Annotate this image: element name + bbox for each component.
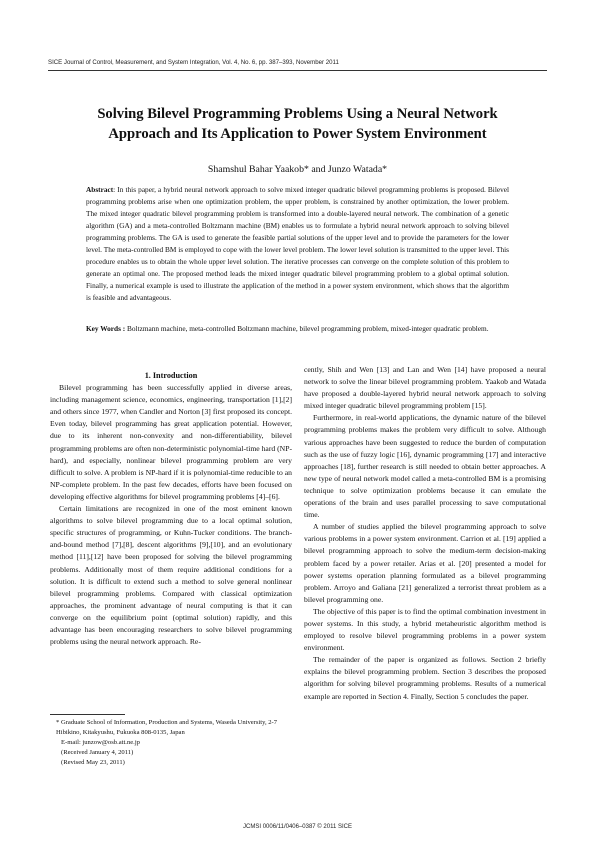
keywords-text: Boltzmann machine, meta-controlled Boltzmann machine, bilevel programming problem, mixed-integer quadratic problem. xyxy=(125,324,489,333)
body-paragraph: Bilevel programming has been successfully applied in diverse areas, including management science, economics, engineering, transportation [1],[2] and others since 1977, when Candler and Norton [3] first proposed its concept. Even today, bilevel programming has great application potential. However, due to its inherent non-convexity and non-differentiability, bilevel programming problems are often non-deterministic polynomial-time hard (NP-hard), and especially, nonlinear bilevel programming problem are very difficult to solve. A problem is NP-hard if it is polynomial-time reducible to an NP-complete problem. In the past few decades, efforts have been focused on developing effective algorithms for bilevel programming problems [4]–[6]. xyxy=(50,383,292,501)
body-paragraph: Furthermore, in real-world applications, the dynamic nature of the bilevel programming problems makes the problem very difficult to solve. Although various approaches have been suggested to reduce the burden of computation such as the use of fuzzy logic [16], dynamic programming [17] and interactive approaches [18], further research is still needed to obtain better approaches. A new type of neural network model called a meta-controlled BM is a promising technique to solve optimization problems because it can emulate the operations of the brain and uses parallel processing to save computational time. xyxy=(304,413,546,520)
journal-header: SICE Journal of Control, Measurement, and System Integration, Vol. 4, No. 6, pp. 387–393, November 2011 xyxy=(48,59,339,66)
body-paragraph: Certain limitations are recognized in one of the most eminent known algorithms to solve bilevel programming due to a local optimal solution, specific structures of programming, or Kuhn-Tucker conditions. The branch-and-bound method [7],[8], descent algorithms [9],[10], and an evolutionary method [11],[12] have been proposed for solving the bilevel programming problems. Additionally most of them require additional conditions for a solution. It is difficult to extend such a method to solve general nonlinear bilevel programming problems. Compared with classical optimization approaches, the prominent advantage of neural computing is that it can converge on the equilibrium point (optimal solution) rapidly, and this advantage has been encouraging researchers to solve bilevel programming problems using the neural network approach. Re- xyxy=(50,504,292,647)
title-line-1: Solving Bilevel Programming Problems Using a Neural Network xyxy=(97,106,498,122)
abstract-label: Abstract xyxy=(86,185,114,194)
body-paragraph: The objective of this paper is to find the optimal combination investment in power systems. In this study, a hybrid metaheuristic algorithm method is employed to resolve bilevel programming problems in a power system environment. xyxy=(304,606,546,653)
left-column xyxy=(50,370,292,648)
right-column xyxy=(304,364,546,703)
keywords xyxy=(86,323,509,335)
title-line-2: Approach and Its Application to Power System Environment xyxy=(108,126,487,142)
abstract-text: : In this paper, a hybrid neural network approach to solve mixed integer quadratic bilevel programming problems is proposed. Bilevel programming problems arise when one optimization problem, the upper problem, is constrained by another optimization, the lower problem. The mixed integer quadratic bilevel programming problem is transformed into a double-layered neural network. The combination of a genetic algorithm (GA) and a meta-controlled Boltzmann machine (BM) enables us to formulate a hybrid neural network approach to solving bilevel programming problems. The GA is used to generate the feasible partial solutions of the upper level and to provide the parameters for the lower level. The meta-controlled BM is employed to cope with the lower level problem. The lower level solution is transmitted to the upper level. This procedure enables us to obtain the whole upper level solution. The iterative processes can converge on the complete solution of this problem to generate an optimal one. The proposed method leads the mixed integer quadratic bilevel programming problem to a global optimal solution. Finally, a numerical example is used to illustrate the application of the method in a power system environment, which shows that the algorithm is feasible and advantageous. xyxy=(86,185,509,303)
footnote-affiliation: * Graduate School of Information, Production and Systems, Waseda University, 2-7 Hibikino, Kitakyushu, Fukuoka 808-0135, Japan xyxy=(56,719,278,737)
footnote-rule xyxy=(50,714,125,715)
body-paragraph: A number of studies applied the bilevel programming approach to solve various problems in a power system environment. Carrion et al. [19] applied a bilevel programming approach to solve the medium-term decision-making problem faced by a power retailer. Arias et al. [20] presented a model for power systems operation planning formulated as a bilevel programming problem. Arroyo and Galiana [21] generalized a terrorist threat problem as a bilevel programming one. xyxy=(304,522,546,604)
footnote-received: (Received January 4, 2011) xyxy=(61,749,134,757)
footnote xyxy=(56,718,296,768)
footnote-revised: (Revised May 23, 2011) xyxy=(61,759,125,767)
footnote-email: E-mail: junzow@osb.att.ne.jp xyxy=(61,739,140,747)
author-list: Shamshul Bahar Yaakob* and Junzo Watada* xyxy=(207,164,388,175)
abstract xyxy=(86,184,509,304)
keywords-label: Key Words : xyxy=(86,324,126,333)
body-paragraph: The remainder of the paper is organized as follows. Section 2 briefly explains the bilevel programming problem. Section 3 describes the proposed algorithm for solving bilevel programming problems. Results of a numerical example are reported in Section 4. Finally, Section 5 concludes the paper. xyxy=(304,655,546,701)
body-paragraph: cently, Shih and Wen [13] and Lan and Wen [14] have proposed a neural network to solve the linear bilevel programming problem. Yaakob and Watada have proposed a double-layered hybrid neural network approach to solving mixed integer quadratic bilevel programming problem [15]. xyxy=(304,365,546,411)
section-heading-introduction: 1. Introduction xyxy=(144,371,198,380)
paper-title xyxy=(40,104,555,144)
page-footer: JCMSI 0006/11/0406–0387 © 2011 SICE xyxy=(243,824,352,830)
header-rule xyxy=(48,70,547,71)
